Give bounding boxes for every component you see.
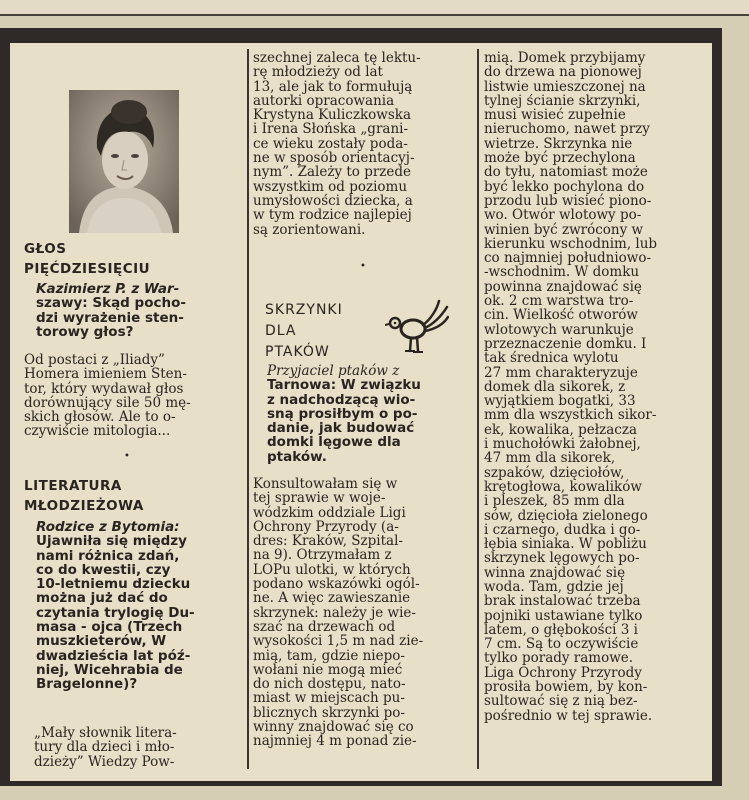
article-page	[10, 43, 712, 781]
headline-skrzynki-dla-ptakow: SKRZYNKI DLA PTAKÓW	[265, 302, 343, 360]
bird-icon	[385, 297, 449, 359]
answer-skrzynki-continued: mią. Domek przybijamy do drzewa na pionowej listwie umieszczonej na tylnej ścianie skrzynki, musi wisieć zupełnie nieruchomo, nawet przy wietrze. Skrzynka nie może być przechylona do tyłu, natomiast może być lekko pochylona do przodu lub wisieć piono- wo. Otwór wlotowy po- winien być zwrócony w kierunku wschodnim, lub co najmniej południowo- -wschodnim. W domku powinna znajdować się ok. 2 cm warstwa tro- cin. Wielkość otworów wlotowych warunkuje przeznaczenie domku. I tak średnica wylotu 27 mm charakteryzuje domek dla sikorek, z wyjątkiem bogatki, 33 mm dla wszystkich sikor- ek, kowalika, pełzacza i muchołówki żałobnej, 47 mm dla sikorek, szpaków, dzięciołów, krętogłowa, kowalików i pleszek, 85 mm dla sów, dzięcioła zielonego i czarnego, dudka i go- łębia siniaka. W pobliżu skrzynek lęgowych po- winna znajdować się woda. Tam, gdzie jej brak instalować trzeba pojniki ustawiane tylko latem, o głębokości 3 i 7 cm. Są to oczywiście tylko porady ramowe. Liga Ochrony Przyrody prosiła bowiem, by kon- sultować się z nią bez- pośrednio w tej sprawie.	[484, 50, 658, 724]
question-kazimierz: Kazimierz P. z War- szawy: Skąd pocho- dzi wyrażenie sten- torowy głos?	[36, 281, 186, 340]
answer-stentor: Od postaci z „Iliady” Homera imieniem Sten- tor, który wydawał głos dorównujący sile 50 mę- skich głosów. Ale to o- czywiście mitologia...	[24, 352, 191, 440]
section-bullet: •	[124, 451, 130, 462]
headline-literatura-mlodziezowa: LITERATURA MŁODZIEŻOWA	[24, 478, 144, 514]
question-rodzice-bytom: Rodzice z Bytomia: Ujawniła się między nami różnica zdań, co do kwestii, czy 10-letniemu dziecku można już dać do czytania trylogię Du- masa - ojca (Trzech muszkieterów, W dwadzieścia lat póź- niej, Wicehrabia de Bragelonne)?	[36, 519, 195, 693]
portrait-photo	[69, 90, 179, 233]
answer-slownik: „Mały słownik litera- tury dla dzieci i mło- dzieży” Wiedzy Pow-	[34, 725, 177, 770]
article-frame	[0, 28, 722, 786]
column-rule	[247, 49, 249, 769]
answer-skrzynki: Konsultowałam się w tej sprawie w woje- wódzkim oddziale Ligi Ochrony Przyrody (a- dres: Kraków, Szpital- na 9). Otrzymałam z LOPu ulotki, w których podano wskazówki ogól- ne. A więc zawieszanie skrzynek: należy je wie- szać na drzewach od wysokości 1,5 m nad zie- mią, tam, gdzie niepo- wołani nie mogą mieć do nich dostępu, nato- miast w miejscach pu- blicznych skrzynki po- winny znajdować się co najmniej 4 m ponad zie-	[253, 476, 424, 750]
answer-slownik-continued: szechnej zaleca tę lektu- rę młodzieży od lat 13, ale jak to formułują autorki opracowania Krystyna Kuliczkowska i Irena Słońska „grani- ce wieku zostały poda- ne w sposób orientacyj- nym”. Zależy to przede wszystkim od poziomu umysłowości dziecka, a w tym rodzice najlepiej są zorientowani.	[253, 50, 421, 238]
column-rule	[477, 49, 479, 769]
section-bullet: •	[360, 261, 366, 272]
top-rule	[0, 14, 749, 16]
headline-glos-piecdziesieciu: GŁOS PIĘĆDZIESIĘCIU	[24, 241, 151, 277]
question-przyjaciel-ptakow: Przyjaciel ptaków z Tarnowa: W związku z nadchodzącą wio- sną prosiłbym o po- danie, jak budować domki lęgowe dla ptaków.	[267, 363, 421, 465]
